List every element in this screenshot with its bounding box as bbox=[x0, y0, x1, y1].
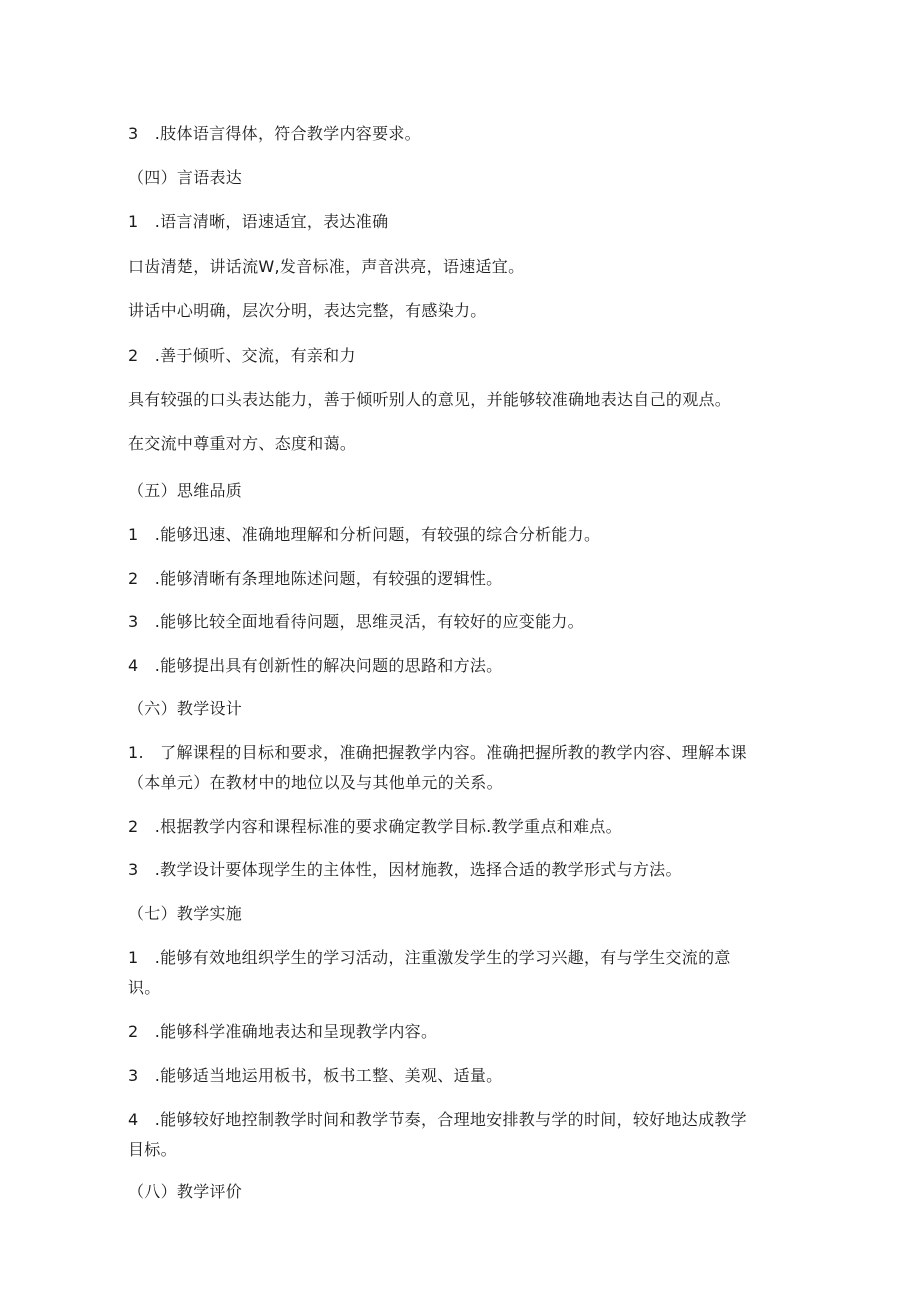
item-1-analysis: 1 .能够迅速、准确地理解和分析问题，有较强的综合分析能力。 bbox=[128, 525, 601, 544]
item-1-organize-line1: 1 .能够有效地组织学生的学习活动，注重激发学生的学习兴趣，有与学生交流的意 bbox=[128, 948, 731, 967]
item-4-time-control-line2: 目标。 bbox=[128, 1140, 177, 1159]
item-2-listening: 2 .善于倾听、交流，有亲和力 bbox=[128, 346, 356, 365]
item-2-teaching-goals: 2 .根据教学内容和课程标准的要求确定教学目标.教学重点和难点。 bbox=[128, 817, 622, 836]
section-heading-5-thinking: （五）思维品质 bbox=[128, 481, 243, 500]
paragraph-respect: 在交流中尊重对方、态度和蔼。 bbox=[128, 434, 357, 453]
paragraph-speech-center: 讲话中心明确，层次分明，表达完整，有感染力。 bbox=[128, 301, 487, 320]
item-3-blackboard: 3 .能够适当地运用板书，板书工整、美观、适量。 bbox=[128, 1066, 503, 1085]
section-heading-6-design: （六）教学设计 bbox=[128, 699, 243, 718]
section-heading-4-speech: （四）言语表达 bbox=[128, 168, 243, 187]
item-2-logic: 2 .能够清晰有条理地陈述问题，有较强的逻辑性。 bbox=[128, 569, 503, 588]
item-4-time-control-line1: 4 .能够较好地控制教学时间和教学节奏，合理地安排教与学的时间，较好地达成教学 bbox=[128, 1110, 747, 1129]
item-3-flexibility: 3 .能够比较全面地看待问题，思维灵活，有较好的应变能力。 bbox=[128, 612, 584, 631]
item-1-organize-line2: 识。 bbox=[128, 978, 161, 997]
item-1-clear-language: 1 .语言清晰，语速适宜，表达准确 bbox=[128, 212, 389, 231]
section-heading-8-evaluation: （八）教学评价 bbox=[128, 1182, 243, 1201]
item-3-student-centered: 3 .教学设计要体现学生的主体性，因材施教，选择合适的教学形式与方法。 bbox=[128, 860, 682, 879]
item-4-innovation: 4 .能够提出具有创新性的解决问题的思路和方法。 bbox=[128, 656, 503, 675]
paragraph-3-body-language: 3 .肢体语言得体，符合教学内容要求。 bbox=[128, 124, 421, 143]
item-2-presentation: 2 .能够科学准确地表达和呈现教学内容。 bbox=[128, 1022, 438, 1041]
section-heading-7-implementation: （七）教学实施 bbox=[128, 904, 243, 923]
paragraph-pronunciation: 口齿清楚，讲话流W,发音标准，声音洪亮，语速适宜。 bbox=[128, 257, 525, 276]
item-1-course-goals-line2: （本单元）在教材中的地位以及与其他单元的关系。 bbox=[128, 773, 503, 792]
paragraph-oral-expression: 具有较强的口头表达能力，善于倾听别人的意见，并能够较准确地表达自己的观点。 bbox=[128, 390, 732, 409]
item-1-course-goals-line1: 1. 了解课程的目标和要求，准确把握教学内容。准确把握所教的教学内容、理解本课 bbox=[128, 743, 747, 762]
